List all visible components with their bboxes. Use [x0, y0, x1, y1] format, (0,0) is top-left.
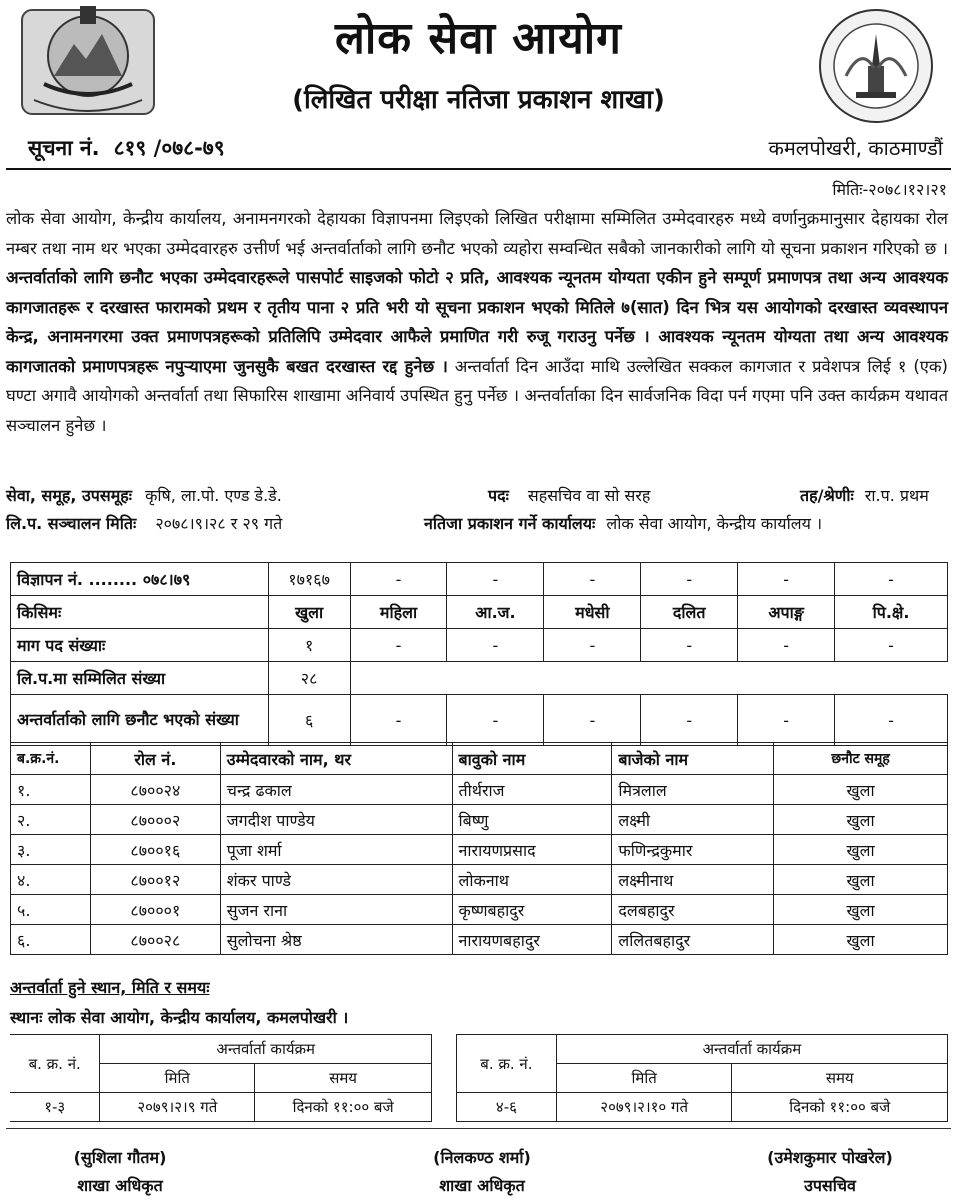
table-row	[11, 805, 948, 835]
table-cell: ८७००१२	[90, 865, 220, 895]
table-cell: ८७००१६	[90, 835, 220, 865]
table-cell: २८	[268, 662, 350, 695]
advertisement-summary-table	[10, 562, 948, 746]
table-header-cell: अन्तर्वार्ता कार्यक्रम	[556, 1035, 947, 1064]
table-header-cell: ब.क्र.नं.	[11, 743, 91, 775]
table-cell: ४.	[11, 865, 91, 895]
table-cell: ६	[268, 695, 350, 746]
demand-label: माग पद संख्याः	[11, 629, 269, 662]
header-divider	[6, 168, 951, 170]
exam-date-value: २०७८।९।२८ र २९ गते	[155, 514, 283, 533]
table-cell: पूजा शर्मा	[220, 835, 452, 865]
interview-schedule-right	[456, 1034, 948, 1122]
table-row	[10, 1035, 432, 1064]
table-cell: २०७९।२।९ गते	[100, 1093, 255, 1122]
table-cell: ४-६	[457, 1093, 557, 1122]
interview-venue: स्थानः लोक सेवा आयोग, केन्द्रीय कार्यालय, कमलपोखरी ।	[10, 1008, 349, 1027]
table-cell: लक्ष्मी	[612, 805, 774, 835]
table-cell: खुला	[774, 925, 948, 955]
table-cell: फणिन्द्रकुमार	[612, 835, 774, 865]
table-header-cell: मिति	[556, 1064, 732, 1093]
level-label: तह/श्रेणीः	[800, 486, 854, 505]
table-cell: -	[738, 695, 835, 746]
exam-date-label: लि.प. सञ्चालन मितिः	[6, 514, 137, 533]
signatory-name: (सुशिला गौतम)	[73, 1148, 167, 1167]
selected-label: अन्तर्वार्ताको लागि छनौट भएको संख्या	[11, 695, 269, 746]
level-line	[800, 484, 929, 506]
table-cell: दिनको ११:०० बजे	[255, 1093, 432, 1122]
notice-label: सूचना नं.	[28, 136, 100, 160]
service-value: कृषि, ला.पो. एण्ड डे.डे.	[145, 486, 282, 505]
table-header-cell: अन्तर्वार्ता कार्यक्रम	[100, 1035, 432, 1064]
table-cell: जगदीश पाण्डेय	[220, 805, 452, 835]
body-paragraph-2-bold: अन्तर्वार्ताको लागि छनौट भएका उम्मेदवारहरूले पासपोर्ट साइजको फोटो २ प्रति, आवश्यक न्यूनतम योग्यता एकीन हुने सम्पूर्ण प्रमाणपत्र तथा अन्य आवश्यक कागजातहरू र दरखास्त फारामको प्रथम र तृतीय पाना २ प्रति भरी यो सूचना प्रकाशन भएको मितिले ७(सात) दिन भित्र यस आयोगको दरखास्त व्यवस्थापन केन्द्र, अनामनगरमा उक्त प्रमाणपत्रहरूको प्रतिलिपि उम्मेदवार आफैले प्रमाणित गरी रुजू गराउनु पर्नेछ । आवश्यक न्यूनतम योग्यता तथा अन्य आवश्यक कागजातको प्रमाणपत्रहरू नपुऱ्याएमा जुनसुकै बखत दरखास्त रद्द हुनेछ ।	[6, 268, 948, 376]
table-header-cell: दलित	[641, 596, 738, 629]
table-cell: नारायणबहादुर	[452, 925, 612, 955]
table-row	[11, 695, 948, 746]
table-row	[11, 895, 948, 925]
table-cell: -	[641, 563, 738, 596]
service-line	[6, 484, 282, 506]
notice-date: मितिः-२०७८।१२।२१	[832, 180, 947, 199]
page-subtitle: (लिखित परीक्षा नतिजा प्रकाशन शाखा)	[292, 85, 665, 115]
table-row	[11, 662, 948, 695]
table-header-cell: पि.क्षे.	[835, 596, 948, 629]
table-cell: खुला	[774, 805, 948, 835]
table-header-cell: अपाङ्ग	[738, 596, 835, 629]
table-cell: -	[447, 629, 544, 662]
table-cell: कृष्णबहादुर	[452, 895, 612, 925]
signatory-title: शाखा अधिकृत	[77, 1176, 163, 1195]
table-row	[457, 1035, 948, 1064]
table-cell: १७१६७	[268, 563, 350, 596]
table-row	[11, 629, 948, 662]
table-cell: मित्रलाल	[612, 775, 774, 805]
table-cell: ८७००२८	[90, 925, 220, 955]
table-cell: १-३	[10, 1093, 100, 1122]
table-cell: खुला	[774, 835, 948, 865]
level-value: रा.प. प्रथम	[864, 486, 929, 505]
candidates-table	[10, 742, 948, 955]
table-cell: नारायणप्रसाद	[452, 835, 612, 865]
table-cell: २०७९।२।१० गते	[556, 1093, 732, 1122]
table-cell: -	[835, 563, 948, 596]
table-header-cell: छनौट समूह	[774, 743, 948, 775]
notice-number	[28, 134, 225, 162]
table-cell: चन्द्र ढकाल	[220, 775, 452, 805]
service-label: सेवा, समूह, उपसमूहः	[6, 486, 133, 505]
page-title: लोक सेवा आयोग	[335, 13, 622, 64]
table-row	[11, 925, 948, 955]
table-header-cell: समय	[732, 1064, 948, 1093]
interview-schedule-left	[10, 1034, 432, 1122]
table-cell: -	[544, 563, 641, 596]
table-row	[11, 596, 948, 629]
table-header-cell: खुला	[268, 596, 350, 629]
table-cell: -	[350, 563, 447, 596]
table-cell: खुला	[774, 775, 948, 805]
table-header-cell: मधेसी	[544, 596, 641, 629]
table-cell: -	[738, 629, 835, 662]
result-office-label: नतिजा प्रकाशन गर्ने कार्यालयः	[424, 514, 596, 533]
notice-body	[6, 204, 948, 440]
table-header-row	[11, 743, 948, 775]
table-cell: दिनको ११:०० बजे	[732, 1093, 948, 1122]
signature-block-1	[20, 1144, 220, 1200]
result-office-line	[424, 512, 822, 534]
table-cell: २.	[11, 805, 91, 835]
post-line	[488, 484, 650, 506]
exam-date-line	[6, 512, 282, 534]
type-label: किसिमः	[11, 596, 269, 629]
table-cell: -	[835, 629, 948, 662]
table-cell: बिष्णु	[452, 805, 612, 835]
table-cell: ललितबहादुर	[612, 925, 774, 955]
table-cell: १.	[11, 775, 91, 805]
table-header-cell: रोल नं.	[90, 743, 220, 775]
table-row	[11, 563, 948, 596]
signature-block-3	[720, 1144, 940, 1200]
ad-number-label: विज्ञापन नं. ........ ०७८।७९	[11, 563, 269, 596]
table-cell: १	[268, 629, 350, 662]
table-cell: ३.	[11, 835, 91, 865]
table-header-cell: उम्मेदवारको नाम, थर	[220, 743, 452, 775]
table-header-cell: बाजेको नाम	[612, 743, 774, 775]
signatory-title: उपसचिव	[804, 1176, 856, 1195]
table-cell: सुजन राना	[220, 895, 452, 925]
table-cell: ८७००२४	[90, 775, 220, 805]
signatory-name: (उमेशकुमार पोखरेल)	[767, 1148, 893, 1167]
table-cell: -	[350, 629, 447, 662]
table-cell: ८७०००१	[90, 895, 220, 925]
table-cell: -	[738, 563, 835, 596]
table-row	[11, 835, 948, 865]
table-header-cell: मिति	[100, 1064, 255, 1093]
participants-label: लि.प.मा सम्मिलित संख्या	[11, 662, 269, 695]
result-office-value: लोक सेवा आयोग, केन्द्रीय कार्यालय ।	[606, 514, 823, 533]
table-header-cell: बावुको नाम	[452, 743, 612, 775]
signature-divider	[6, 1128, 951, 1129]
body-paragraph-1: लोक सेवा आयोग, केन्द्रीय कार्यालय, अनामनगरको देहायका विज्ञापनमा लिइएको लिखित परीक्षामा सम्मिलित उम्मेदवारहरु मध्ये वर्णानुक्रमानुसार देहायका रोल नम्बर तथा नाम थर भएका उम्मेदवारहरु उत्तीर्ण भई अन्तर्वार्ताको लागि छनौट भएको व्यहोरा सम्वन्धित सबैको जानकारीको लागि यो सूचना प्रकाशन गरिएको छ ।	[6, 209, 948, 258]
post-label: पदः	[488, 486, 509, 505]
signatory-title: शाखा अधिकृत	[439, 1176, 525, 1195]
interview-heading: अन्तर्वार्ता हुने स्थान, मिति र समयः	[10, 978, 210, 997]
psc-seal-logo	[816, 6, 936, 126]
post-value: सहसचिव वा सो सरह	[527, 486, 651, 505]
notice-number-value: ८१९ /०७८-७९	[113, 136, 225, 160]
table-cell: -	[544, 629, 641, 662]
table-header-cell: ब. क्र. नं.	[457, 1035, 557, 1093]
table-header-cell: आ.ज.	[447, 596, 544, 629]
table-cell: -	[835, 695, 948, 746]
table-cell: -	[350, 695, 447, 746]
table-cell: -	[447, 695, 544, 746]
table-cell: ५.	[11, 895, 91, 925]
empty-cell	[350, 662, 947, 695]
table-cell: सुलोचना श्रेष्ठ	[220, 925, 452, 955]
office-location: कमलपोखरी, काठमाण्डौं	[768, 136, 943, 160]
table-cell: ८७०००२	[90, 805, 220, 835]
table-header-cell: समय	[255, 1064, 432, 1093]
table-row	[457, 1093, 948, 1122]
table-cell: लोकनाथ	[452, 865, 612, 895]
table-header-cell: ब. क्र. नं.	[10, 1035, 100, 1093]
table-cell: खुला	[774, 865, 948, 895]
body-paragraph-3: अन्तर्वार्ता दिन आउँदा माथि उल्लेखित सक्कल कागजात र प्रवेशपत्र लिई १ (एक) घण्टा अगावै आयोगको अन्तर्वार्ता तथा सिफारिस शाखामा अनिवार्य उपस्थित हुनु पर्नेछ । अन्तर्वार्ताका दिन सार्वजनिक विदा पर्न गएमा पनि उक्त कार्यक्रम यथावत सञ्चालन हुनेछ ।	[6, 356, 948, 435]
table-row	[11, 775, 948, 805]
table-cell: ६.	[11, 925, 91, 955]
table-cell: लक्ष्मीनाथ	[612, 865, 774, 895]
table-cell: शंकर पाण्डे	[220, 865, 452, 895]
table-cell: तीर्थराज	[452, 775, 612, 805]
table-cell: खुला	[774, 895, 948, 925]
table-row	[11, 865, 948, 895]
table-cell: -	[641, 629, 738, 662]
table-header-cell: महिला	[350, 596, 447, 629]
signature-block-2	[382, 1144, 582, 1200]
table-cell: -	[544, 695, 641, 746]
table-cell: दलबहादुर	[612, 895, 774, 925]
signatory-name: (निलकण्ठ शर्मा)	[433, 1148, 531, 1167]
table-cell: -	[641, 695, 738, 746]
table-row	[10, 1093, 432, 1122]
table-cell: -	[447, 563, 544, 596]
